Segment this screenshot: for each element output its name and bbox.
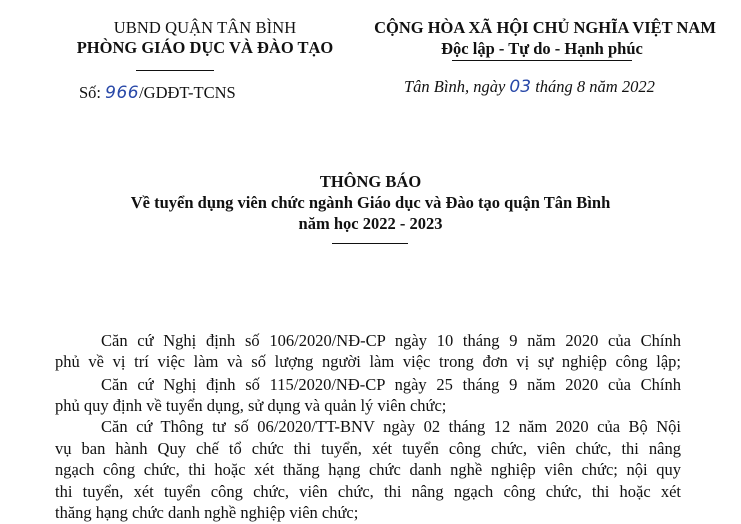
document-type: THÔNG BÁO bbox=[319, 172, 422, 191]
document-number bbox=[79, 83, 236, 103]
motto-underline bbox=[452, 60, 632, 61]
document-school-year: năm học 2022 - 2023 bbox=[298, 214, 443, 233]
body-line: thăng hạng chức danh nghề nghiệp viên chức; bbox=[55, 503, 359, 522]
issuer-parent: UBND QUẬN TÂN BÌNH bbox=[113, 18, 297, 37]
document-number-prefix: Số: bbox=[79, 83, 102, 102]
date-suffix: tháng 8 năm 2022 bbox=[535, 77, 655, 96]
body-line: Căn cứ Nghị định số 115/2020/NĐ-CP ngày 25 tháng 9 năm 2020 của Chính bbox=[101, 375, 681, 394]
body-line: vụ ban hành Quy chế tổ chức thi tuyển, xét tuyển công chức, viên chức, thi nâng bbox=[55, 439, 681, 458]
body-line: thi tuyển, xét tuyển công chức, viên chức, thi nâng ngạch công chức, thi hoặc xét bbox=[55, 482, 681, 501]
document-subject: Về tuyển dụng viên chức ngành Giáo dục và Đào tạo quận Tân Bình bbox=[130, 193, 611, 212]
place-and-date bbox=[404, 77, 655, 97]
date-day-handwritten: 03 bbox=[509, 77, 532, 97]
body-line: ngạch công chức, thi hoặc xét thăng hạng chức danh nghề nghiệp viên chức; nội quy bbox=[55, 460, 681, 479]
date-prefix: Tân Bình, ngày bbox=[404, 77, 506, 96]
national-motto: Độc lập - Tự do - Hạnh phúc bbox=[441, 39, 643, 58]
national-title: CỘNG HÒA XÃ HỘI CHỦ NGHĨA VIỆT NAM bbox=[374, 18, 716, 37]
body-line: phủ về vị trí việc làm và số lượng người làm việc trong đơn vị sự nghiệp công lập; bbox=[55, 352, 681, 371]
document-number-handwritten: 966 bbox=[105, 83, 140, 103]
issuer-name: PHÒNG GIÁO DỤC VÀ ĐÀO TẠO bbox=[76, 38, 334, 57]
document-number-suffix: /GDĐT-TCNS bbox=[139, 83, 236, 102]
body-line: Căn cứ Nghị định số 106/2020/NĐ-CP ngày 10 tháng 9 năm 2020 của Chính bbox=[101, 331, 681, 350]
title-underline bbox=[332, 243, 408, 244]
body-line: Căn cứ Thông tư số 06/2020/TT-BNV ngày 02 tháng 12 năm 2020 của Bộ Nội bbox=[101, 417, 681, 436]
body-line: phủ quy định về tuyển dụng, sử dụng và quản lý viên chức; bbox=[55, 396, 447, 415]
issuer-underline bbox=[136, 70, 214, 71]
